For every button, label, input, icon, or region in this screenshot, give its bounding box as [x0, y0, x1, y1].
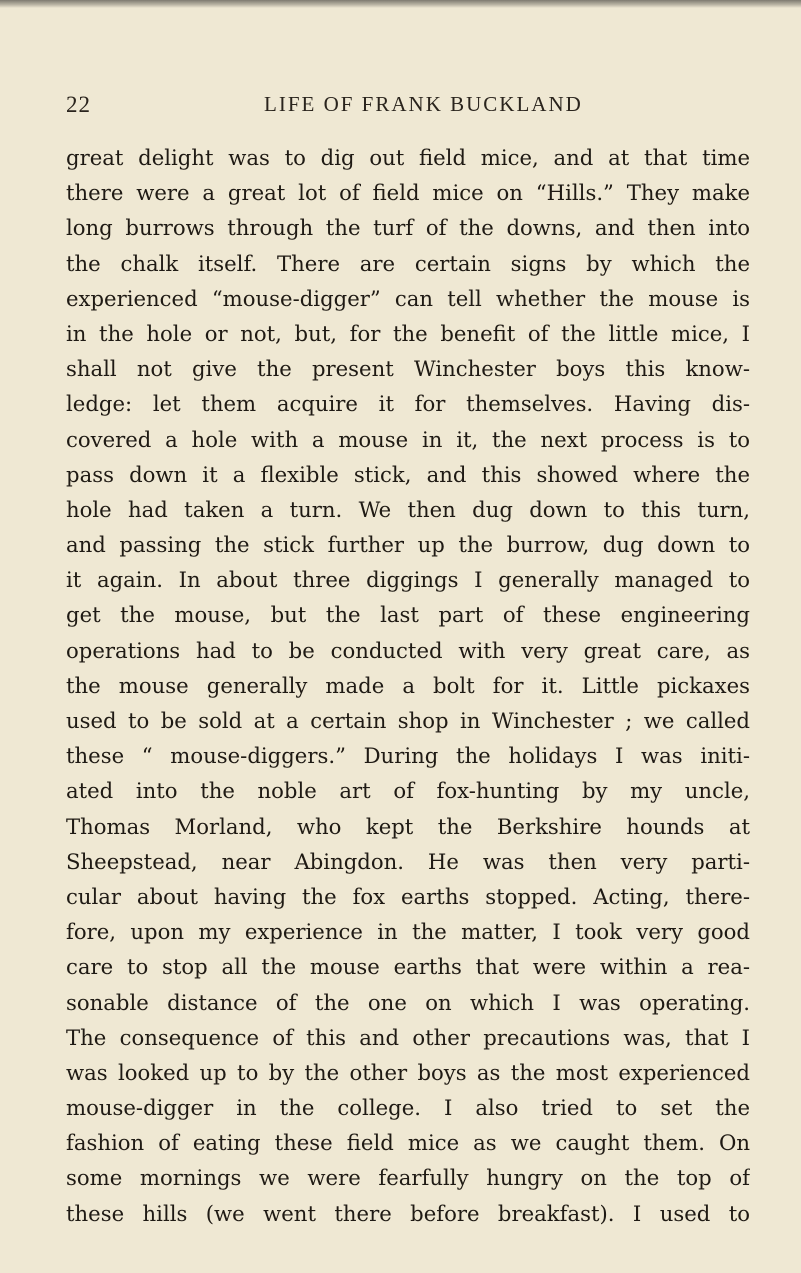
text-line: the chalk itself. There are certain signs by which the: [66, 250, 750, 276]
text-line: get the mouse, but the last part of these engineering: [66, 602, 750, 628]
text-line: hole had taken a turn. We then dug down to this turn,: [66, 496, 750, 522]
page-header: [66, 92, 750, 128]
text-line: covered a hole with a mouse in it, the next process is to: [66, 426, 750, 452]
text-line: care to stop all the mouse earths that were within a rea-: [66, 954, 750, 980]
text-line: sonable distance of the one on which I was operating.: [66, 989, 750, 1015]
text-line: was looked up to by the other boys as the most experienced: [66, 1059, 750, 1085]
text-line: great delight was to dig out field mice, and at that time: [66, 145, 750, 170]
page-top-edge: [0, 0, 801, 8]
text-line: some mornings we were fearfully hungry on the top of: [66, 1165, 750, 1191]
text-line: these “ mouse-diggers.” During the holidays I was initi-: [66, 743, 750, 769]
text-line: experienced “mouse-digger” can tell whether the mouse is: [66, 285, 750, 311]
text-line: Sheepstead, near Abingdon. He was then very parti-: [66, 848, 750, 874]
text-line: there were a great lot of field mice on “Hills.” They make: [66, 180, 750, 206]
text-line: the mouse generally made a bolt for it. Little pickaxes: [66, 672, 750, 698]
text-line: Thomas Morland, who kept the Berkshire hounds at: [66, 813, 750, 839]
text-line: it again. In about three diggings I generally managed to: [66, 567, 750, 593]
text-line: pass down it a flexible stick, and this showed where the: [66, 461, 750, 487]
body-text: [66, 140, 750, 1231]
text-line: shall not give the present Winchester boys this know-: [66, 356, 750, 382]
running-title: LIFE OF FRANK BUCKLAND: [264, 92, 583, 116]
text-line: mouse-digger in the college. I also tried to set the: [66, 1095, 750, 1121]
text-line: operations had to be conducted with very great care, as: [66, 637, 750, 663]
text-line: fore, upon my experience in the matter, I took very good: [66, 919, 750, 945]
text-line: ated into the noble art of fox-hunting by my uncle,: [66, 778, 750, 804]
text-line: ledge: let them acquire it for themselves. Having dis-: [66, 391, 750, 417]
text-line: cular about having the fox earths stopped. Acting, there-: [66, 883, 750, 909]
text-line: long burrows through the turf of the downs, and then into: [66, 215, 750, 241]
text-line: used to be sold at a certain shop in Winchester ; we called: [66, 708, 750, 733]
text-line: The consequence of this and other precautions was, that I: [66, 1024, 750, 1050]
page-number: 22: [66, 92, 91, 117]
text-line: these hills (we went there before breakfast). I used to: [66, 1200, 750, 1226]
text-line: fashion of eating these field mice as we caught them. On: [66, 1130, 750, 1156]
text-line: and passing the stick further up the burrow, dug down to: [66, 532, 750, 558]
text-line: in the hole or not, but, for the benefit of the little mice, I: [66, 320, 750, 346]
